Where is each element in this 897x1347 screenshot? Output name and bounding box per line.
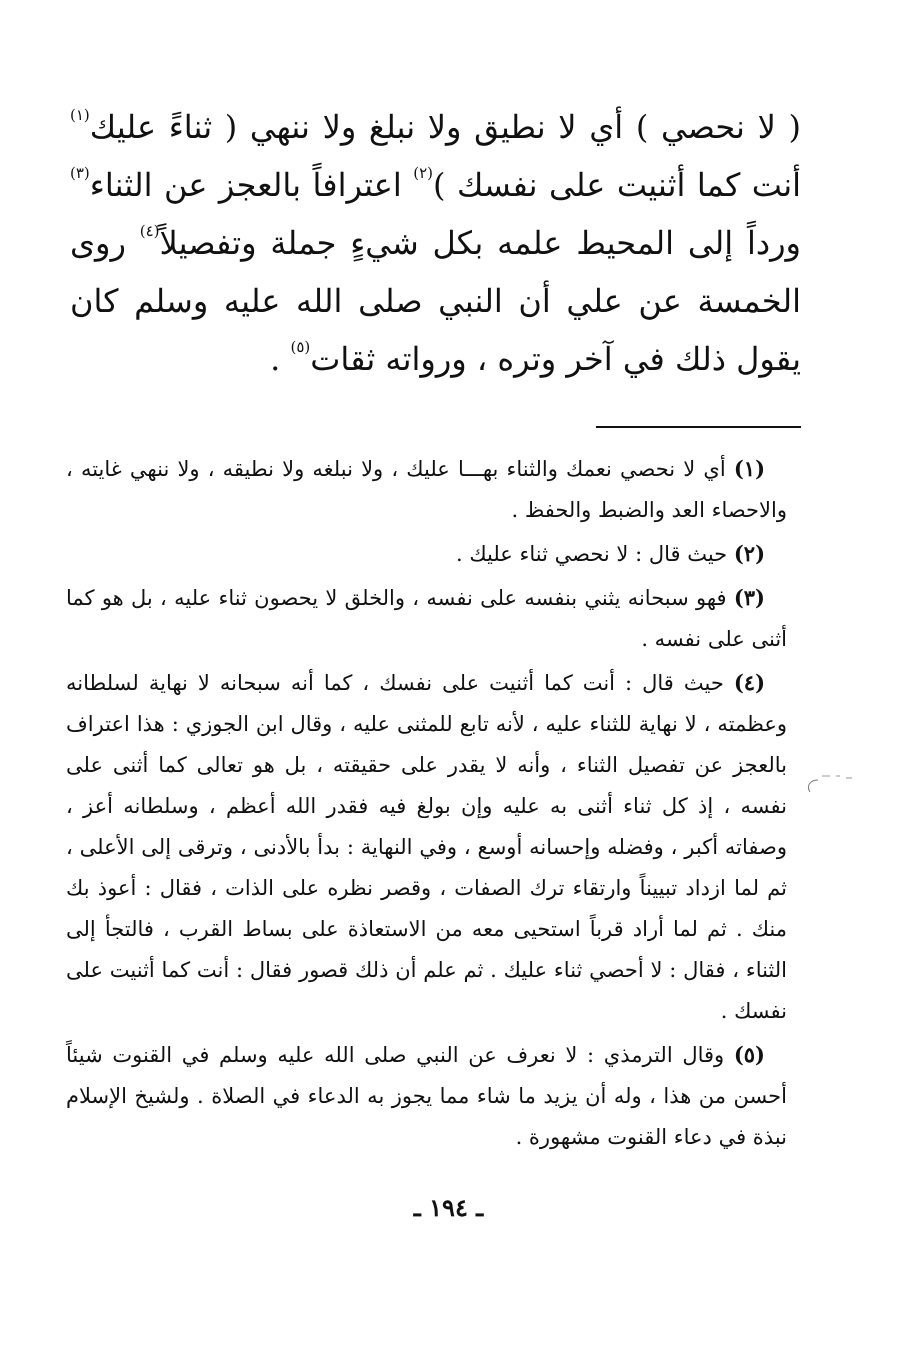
- footnote: [66, 662, 787, 1032]
- main-text-segment: أنت كما أثنيت على نفسك ): [433, 166, 802, 204]
- footnotes-section: [66, 448, 787, 1160]
- main-text-segment: اعترافاً بالعجز عن الثناء: [89, 166, 414, 204]
- footnote-text: حيث قال : لا نحصي ثناء عليك .: [455, 542, 728, 566]
- margin-scribble-icon: [792, 770, 862, 800]
- footnote-separator: [596, 426, 801, 428]
- footnote-reference: (١): [70, 106, 90, 124]
- footnote: [66, 533, 787, 575]
- footnote-number: (٤): [733, 670, 765, 695]
- footnote-number: (٣): [733, 585, 765, 610]
- footnote: [66, 448, 787, 531]
- main-text-block: [70, 98, 801, 388]
- footnote-text: حيث قال : أنت كما أثنيت على نفسك ، كما أنه سبحانه لا نهاية لسلطانه وعظمته ، لا نهاية للثناء عليه ، لأنه تابع للمثنى عليه ، وقال ابن الجوزي : هذا اعتراف بالعجز عن تفصيل الثناء ، وأنه لا يقدر على حقيقته ، بل هو تعالى كما أثنى على نفسه ، إذ كل ثناء أثنى به عليه وإن بولغ فيه فقدر الله أعظم ، وسلطانه أعز ، وصفاته أكبر ، وفضله وإحسانه أوسع ، وفي النهاية : بدأ بالأدنى ، وترقى إلى الأعلى ، ثم لما ازداد تبييناً وارتقاء ترك الصفات ، وقصر نظره على الذات ، فقال : أعوذ بك منك . ثم لما أراد قرباً استحيى معه من الاستعاذة على بساط القرب ، فالتجأ إلى الثناء ، فقال : لا أحصي ثناء عليك . ثم علم أن ذلك قصور فقال : أنت كما أثنيت على نفسك .: [66, 671, 787, 1023]
- footnote-number: (١): [733, 456, 765, 481]
- footnote-text: فهو سبحانه يثني بنفسه على نفسه ، والخلق لا يحصون ثناء عليه ، بل هو كما أثنى على نفسه .: [66, 586, 787, 651]
- main-text-segment: روى الخمسة عن علي أن النبي صلى الله عليه وسلم كان يقول ذلك في آخر وتره ، ورواته ثقات: [70, 224, 801, 378]
- footnote-number: (٥): [733, 1042, 765, 1067]
- page-number: ـ ١٩٤ ـ: [413, 1193, 484, 1222]
- footnote: [66, 577, 787, 660]
- main-text-segment: ( لا نحصي ) أي لا نطيق ولا نبلغ ولا ننهي ( ثناءً عليك: [89, 108, 802, 146]
- footnote-reference: (٤): [139, 222, 160, 240]
- footnote-reference: (٣): [70, 164, 90, 182]
- footnote-reference: (٥): [290, 338, 311, 356]
- footnote-text: أي لا نحصي نعمك والثناء بهـــا عليك ، ولا نبلغه ولا نطيقه ، ولا ننهي غايته ، والاحصاء العد والضبط والحفظ .: [66, 457, 787, 522]
- main-text-segment: .: [270, 340, 291, 378]
- footnote-text: وقال الترمذي : لا نعرف عن النبي صلى الله عليه وسلم في القنوت شيئاً أحسن من هذا ، وله أن يزيد ما شاء مما يجوز به الدعاء في الصلاة . ولشيخ الإسلام نبذة في دعاء القنوت مشهورة .: [66, 1043, 787, 1149]
- footnote-number: (٢): [733, 541, 765, 566]
- main-text-segment: ورداً إلى المحيط علمه بكل شيءٍ جملة وتفصيلاً: [159, 224, 802, 262]
- main-paragraph: [70, 98, 801, 388]
- footnote-reference: (٢): [413, 164, 434, 182]
- footnote: [66, 1034, 787, 1158]
